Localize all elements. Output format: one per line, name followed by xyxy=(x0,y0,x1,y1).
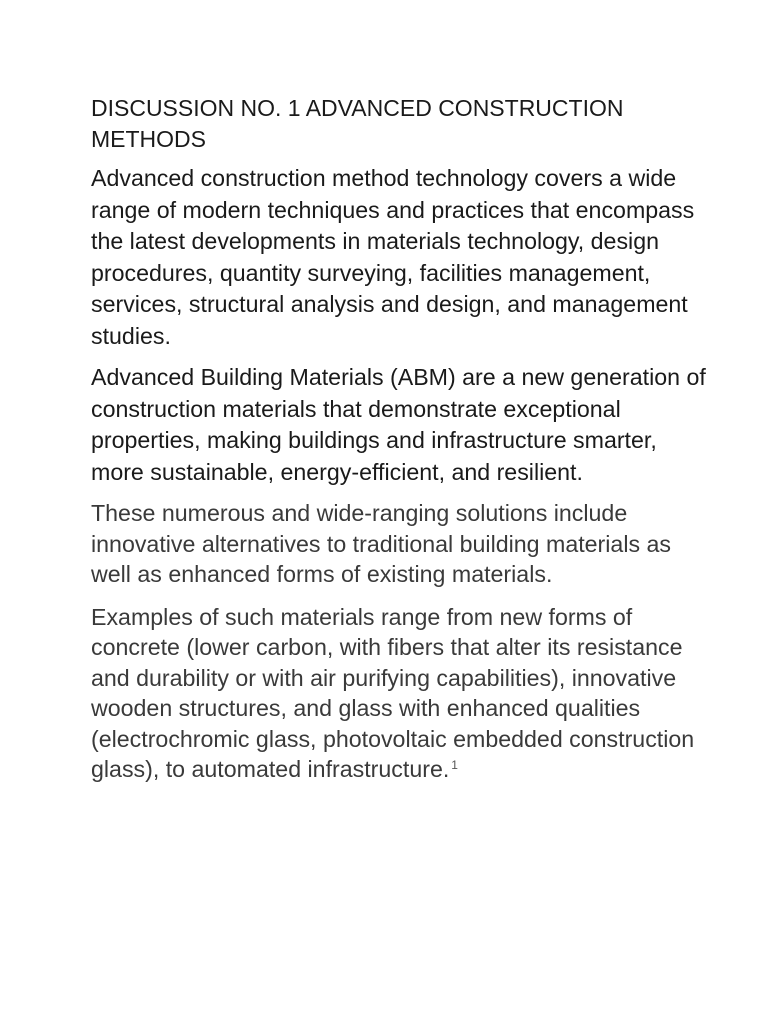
document-heading: DISCUSSION NO. 1 ADVANCED CONSTRUCTION METHODS xyxy=(91,95,624,152)
footnote-marker[interactable]: 1 xyxy=(451,757,458,772)
paragraph-examples-text: Examples of such materials range from new forms of concrete (lower carbon, with fibers that alter its resistance and durability or with air purifying capabilities), innovative wooden structures, and glass with enhanced qualities (electrochromic glass, photovoltaic embedded construction glass), to automated infrastructure. xyxy=(91,603,695,783)
paragraph-examples xyxy=(91,602,711,786)
paragraph-abm-definition: Advanced Building Materials (ABM) are a new generation of construction materials that demonstrate exceptional properties, making buildings and infrastructure smarter, more sustainable, energy-efficient, and resilient. xyxy=(91,364,706,485)
document-page xyxy=(91,93,711,797)
paragraph-solutions: These numerous and wide-ranging solutions include innovative alternatives to traditional building materials as well as enhanced forms of existing materials. xyxy=(91,500,672,587)
paragraph-intro: Advanced construction method technology covers a wide range of modern techniques and practices that encompass the latest developments in materials technology, design procedures, quantity surveying, facilities management, services, structural analysis and design, and management studies. xyxy=(91,165,695,349)
